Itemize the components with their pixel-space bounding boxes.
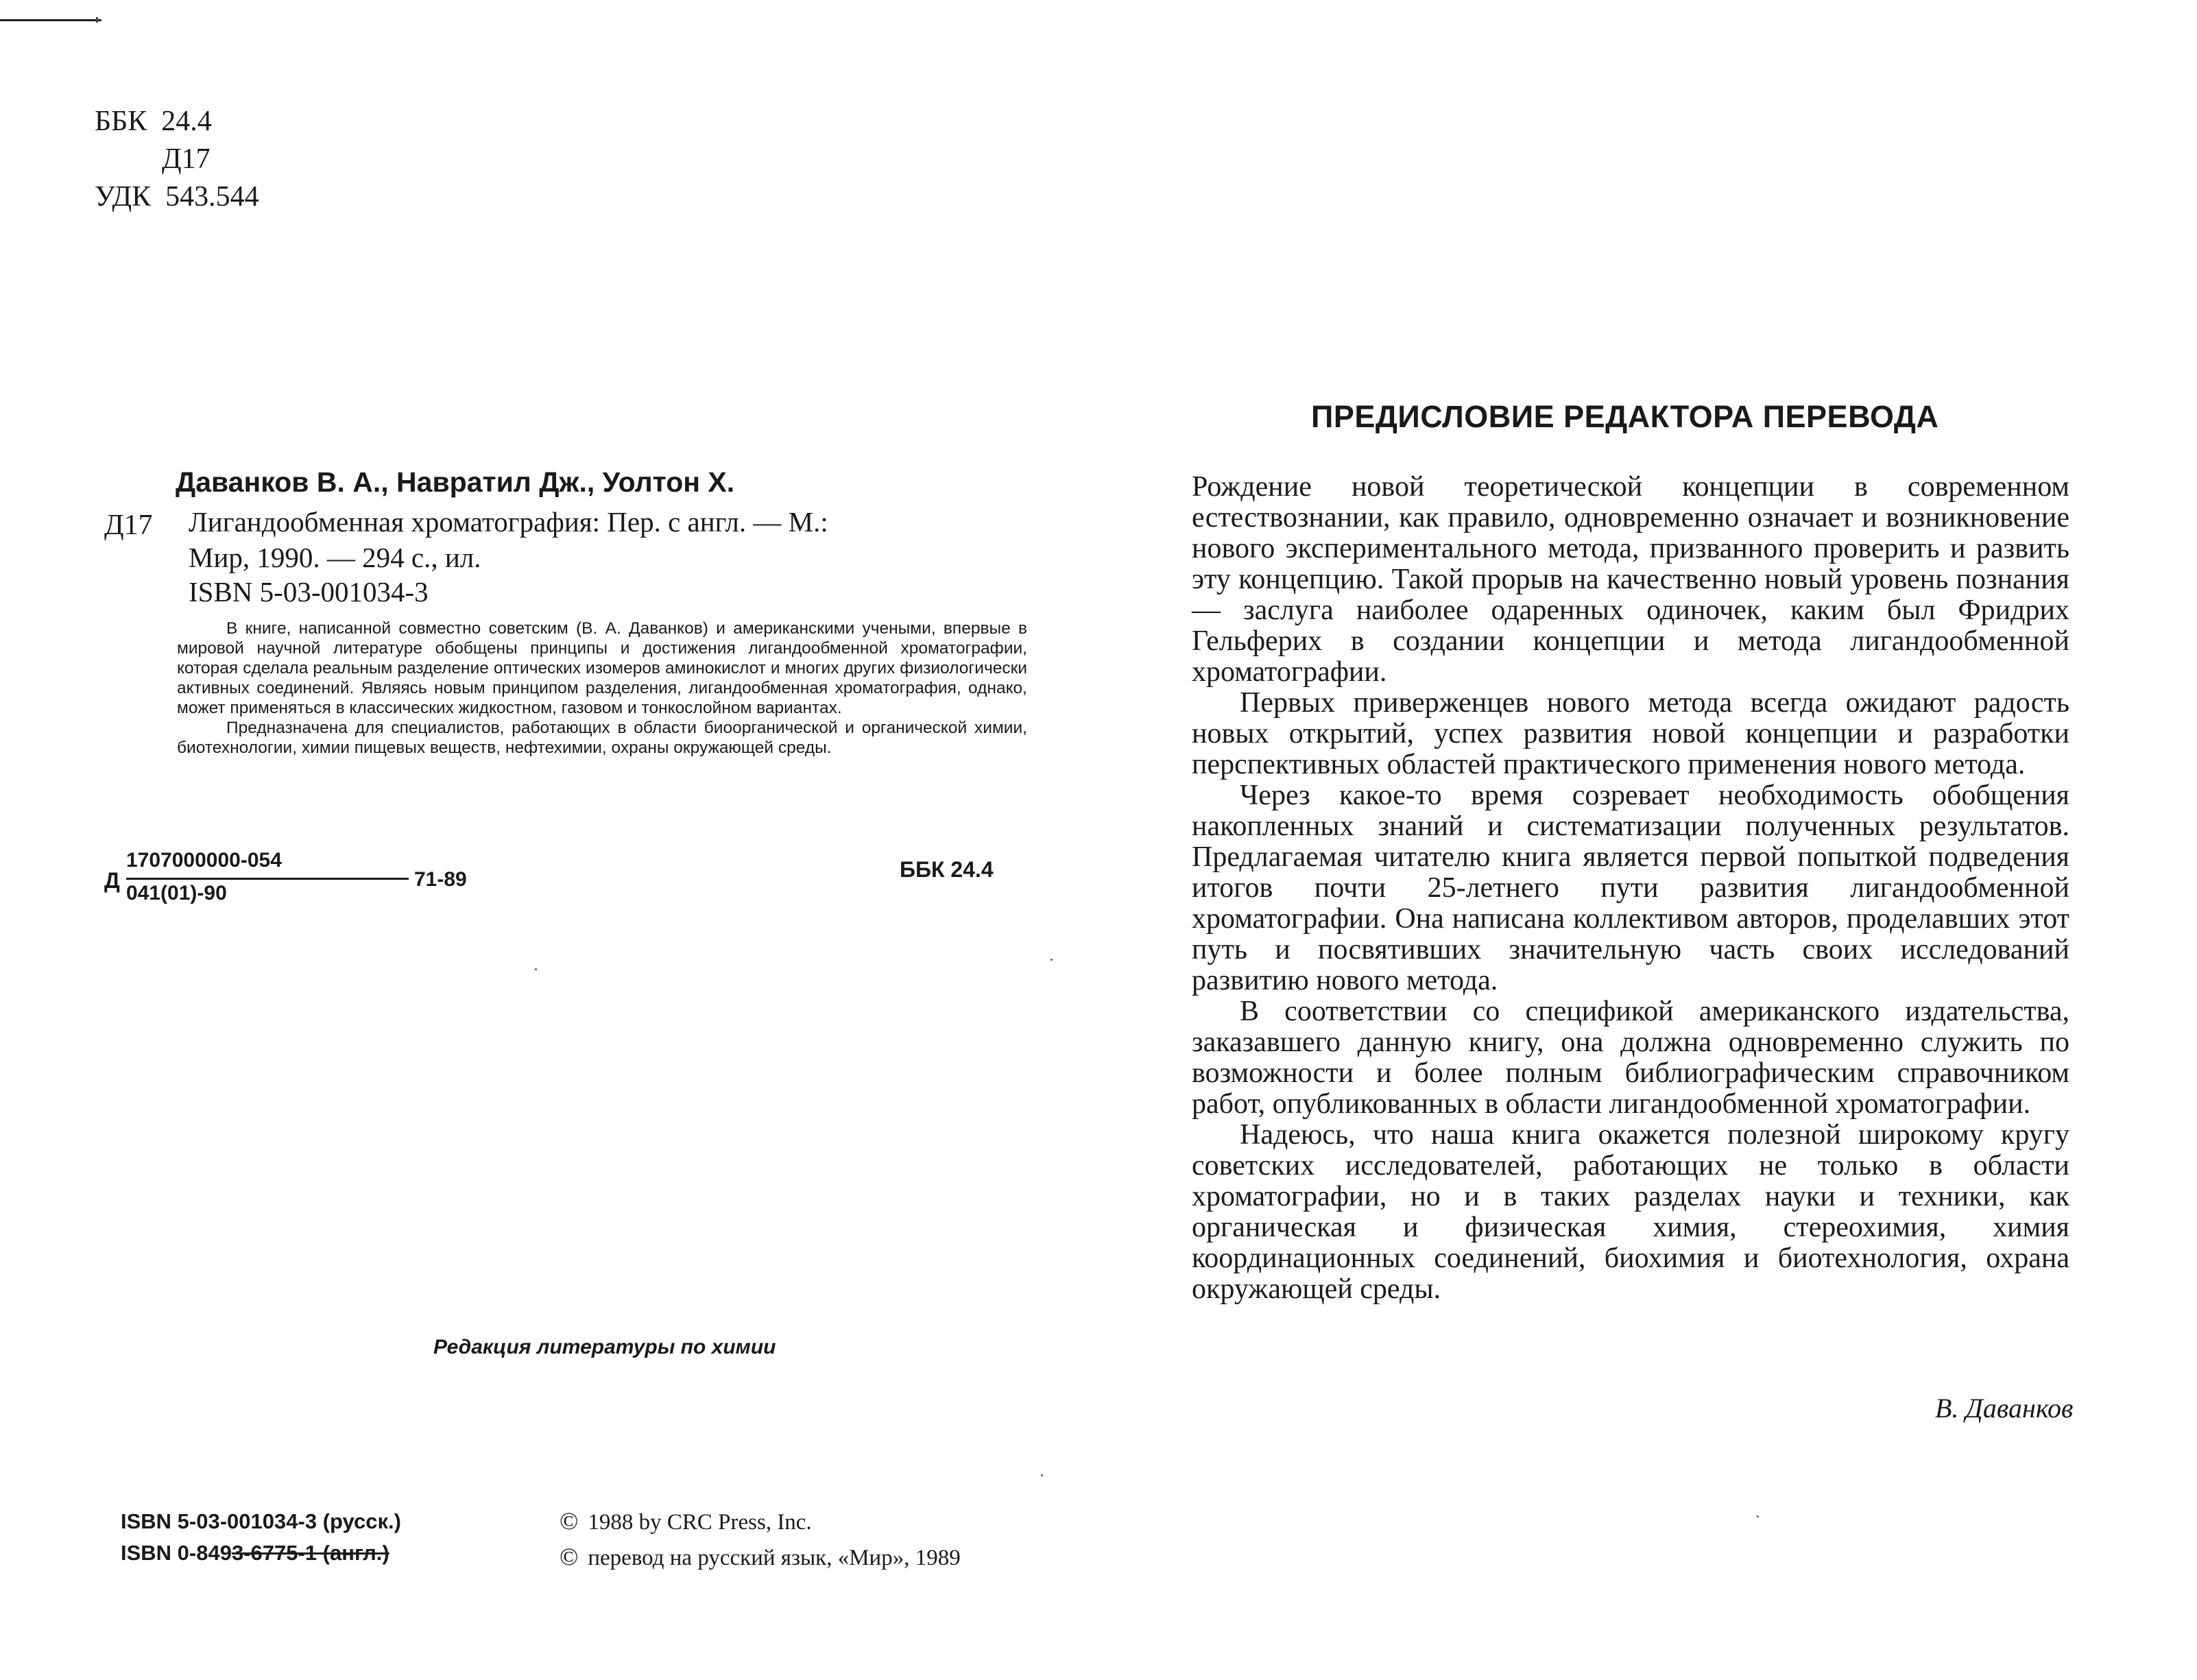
isbn-english-struck: 3-6775-1 (англ.)	[231, 1541, 389, 1565]
catalog-code-letter: Д	[104, 868, 120, 893]
preface-body	[1192, 472, 2069, 1305]
preface-paragraph: Надеюсь, что наша книга окажется полезной широкому кругу советских исследователей, работающих не только в области хроматографии, но и в таких разделах науки и техники, как органическая и физическая химия, стереохимия, химия координационных соединений, биохимия и биотехнология, охрана окружающей среды.	[1192, 1119, 2069, 1305]
preface-paragraph: Рождение новой теоретической концепции в современном естествознании, как правило, одновременно означает и возникновение нового экспериментального метода, призванного проверить и развить эту концепцию. Такой прорыв на качественно новый уровень познания — заслуга наиболее одаренных одиночек, каким был Фридрих Гельферих в создании концепции и метода лигандообменной хроматографии.	[1192, 471, 2069, 688]
bbk-code-right: ББК 24.4	[900, 857, 994, 882]
catalog-code-denominator: 041(01)-90	[126, 882, 227, 904]
bbk-row	[95, 103, 259, 141]
preface-signature: В. Даванков	[1935, 1393, 2074, 1424]
editorial-office: Редакция литературы по химии	[433, 1336, 776, 1358]
copyright-icon: ©	[560, 1543, 579, 1570]
author-mark: Д17	[162, 143, 211, 175]
scan-speck	[1051, 959, 1053, 961]
annotation-paragraph: Предназначена для специалистов, работающих в области биоорганической и органической химии, биотехнологии, химии пищевых веществ, нефтехимии, охраны окружающей среды.	[177, 719, 1027, 757]
copyright-line	[560, 1504, 961, 1539]
author-mark-row	[95, 141, 259, 178]
preface-paragraph: Через какое-то время созревает необходимость обобщения накопленных знаний и систематизации полученных результатов. Предлагаемая читателю книга является первой попыткой подведения итогов почти 25-летнего пути развития лигандообменной хроматографии. Она написана коллективом авторов, проделавших этот путь и посвятивших значительную часть своих исследований развитию нового метода.	[1192, 780, 2069, 996]
bbk-label: ББК	[95, 106, 147, 137]
bib-isbn-line: ISBN 5-03-001034-3	[189, 576, 429, 608]
copyright-text: перевод на русский язык, «Мир», 1989	[588, 1546, 961, 1570]
udk-value: 543.544	[165, 181, 259, 213]
copyright-text: 1988 by CRC Press, Inc.	[588, 1510, 812, 1535]
bib-title-line: Лигандообменная хроматография: Пер. с англ. — М.:	[189, 506, 828, 538]
annotation	[177, 619, 1027, 758]
preface-heading: ПРЕДИСЛОВИЕ РЕДАКТОРА ПЕРЕВОДА	[1311, 399, 1939, 434]
fraction-bar	[126, 878, 409, 880]
udk-row	[95, 178, 259, 216]
authors-line: Даванков В. А., Навратил Дж., Уолтон Х.	[176, 466, 735, 498]
side-author-mark: Д17	[104, 509, 153, 541]
isbn-english-prefix: ISBN 0-849	[121, 1541, 232, 1565]
annotation-paragraph: В книге, написанной совместно советским (В. А. Даванков) и американскими учеными, впервые в мировой научной литературе обобщены принципы и достижения лигандообменной хроматографии, которая сделала реальным разделение оптических изомеров аминокислот и многих других физиологически активных соединений. Являясь новым принципом разделения, лигандообменная хроматография, однако, может применяться в классических жидкостном, газовом и тонкослойном вариантах.	[177, 619, 1027, 717]
copyright-icon: ©	[560, 1507, 579, 1535]
scan-speck	[1757, 1515, 1759, 1517]
classification-block	[95, 103, 259, 216]
scan-speck	[535, 968, 537, 970]
udk-label: УДК	[95, 181, 152, 213]
bbk-value: 24.4	[161, 106, 212, 137]
bib-publisher-line: Мир, 1990. — 294 с., ил.	[189, 542, 481, 573]
copyright-line	[560, 1539, 961, 1575]
preface-paragraph: В соответствии со спецификой американского издательства, заказавшего данную книгу, она должна одновременно служить по возможности и более полным библиографическим справочником работ, опубликованных в области лигандообменной хроматографии.	[1192, 996, 2069, 1120]
isbn-english	[121, 1537, 401, 1569]
copyright-block	[560, 1504, 961, 1575]
catalog-code-numerator: 1707000000-054	[126, 849, 282, 872]
isbn-block	[121, 1506, 401, 1569]
top-edge-rule	[0, 19, 101, 21]
preface-paragraph: Первых приверженцев нового метода всегда ожидают радость новых открытий, успех развития новой концепции и разработки перспективных областей практического применения нового метода.	[1192, 687, 2069, 780]
catalog-code-suffix: 71-89	[414, 868, 467, 891]
isbn-russian: ISBN 5-03-001034-3 (русск.)	[121, 1509, 401, 1533]
scan-speck	[1041, 1474, 1043, 1476]
top-edge-tick	[96, 17, 98, 23]
